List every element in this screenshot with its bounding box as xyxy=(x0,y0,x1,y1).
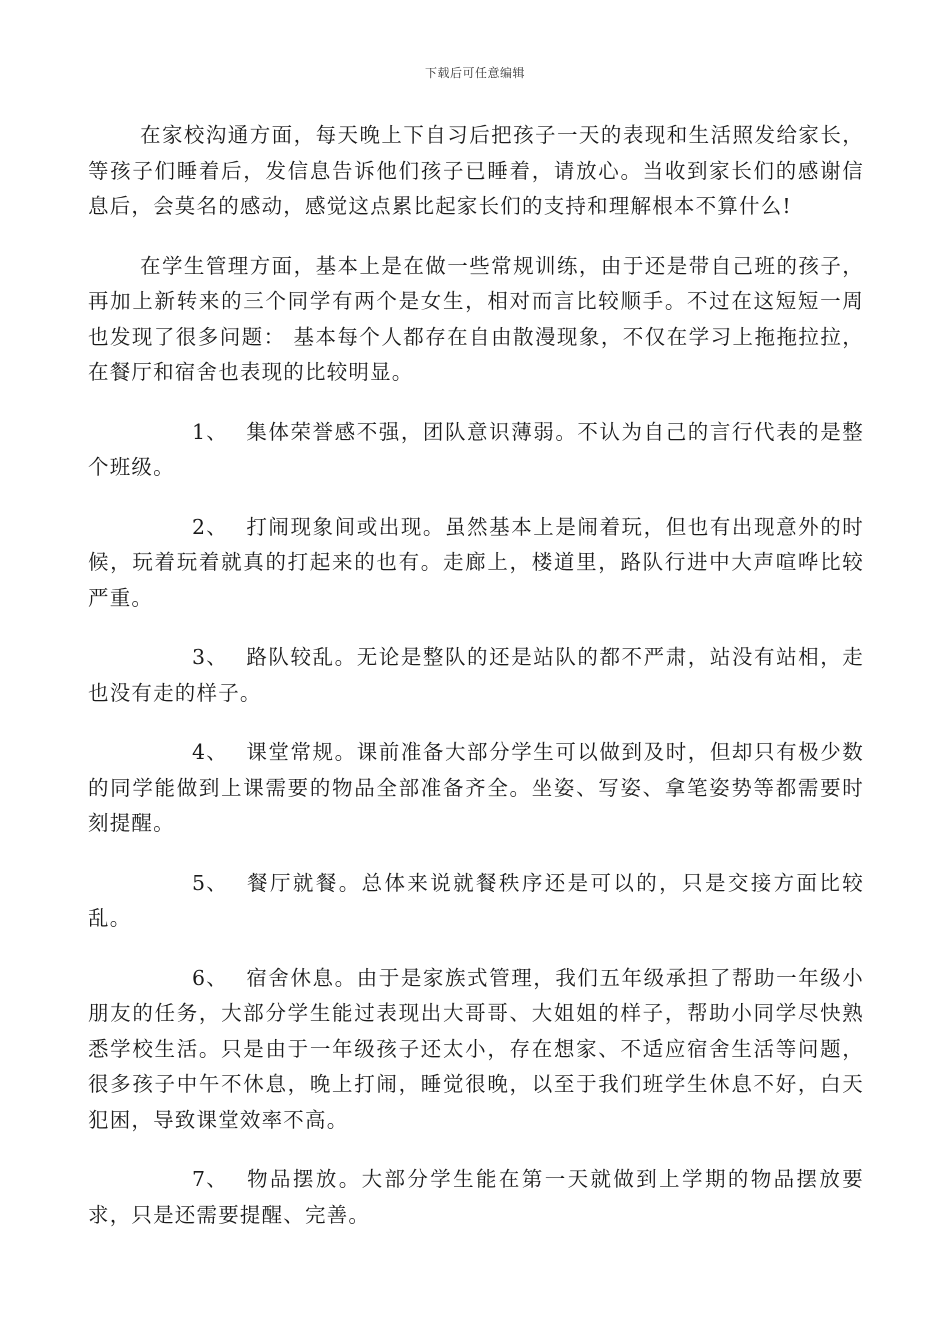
list-item-number: 1、 xyxy=(192,419,228,444)
list-item-6 xyxy=(88,961,864,1139)
list-item-1 xyxy=(88,415,864,486)
document-body xyxy=(88,118,864,1233)
list-item-text: 物品摆放。大部分学生能在第一天就做到上学期的物品摆放要求，只是还需要提醒、完善。 xyxy=(88,1167,864,1227)
paragraph-text: 在学生管理方面，基本上是在做一些常规训练，由于还是带自己班的孩子，再加上新转来的三个同学有两个是女生，相对而言比较顺手。不过在这短短一周也发现了很多问题： 基本每个人都存在自由散漫现象，不仅在学习上拖拖拉拉，在餐厅和宿舍也表现的比较明显。 xyxy=(88,253,864,384)
paragraph-home-school-communication xyxy=(88,118,864,225)
paragraph-student-management xyxy=(88,249,864,391)
list-item-text: 路队较乱。无论是整队的还是站队的都不严肃，站没有站相，走也没有走的样子。 xyxy=(88,645,864,705)
page-header-note: 下载后可任意编辑 xyxy=(424,66,525,80)
list-item-2 xyxy=(88,510,864,617)
list-item-5 xyxy=(88,866,864,937)
list-item-number: 5、 xyxy=(192,870,228,895)
list-item-text: 餐厅就餐。总体来说就餐秩序还是可以的，只是交接方面比较乱。 xyxy=(88,870,864,930)
list-item-number: 4、 xyxy=(192,740,228,764)
list-item-text: 宿舍休息。由于是家族式管理，我们五年级承担了帮助一年级小朋友的任务，大部分学生能过表现出大哥哥、大姐姐的样子，帮助小同学尽快熟悉学校生活。只是由于一年级孩子还太小，存在想家、不适应宿舍生活等问题，很多孩子中午不休息，晚上打闹，睡觉很晚，以至于我们班学生休息不好，白天犯困，导致课堂效率不高。 xyxy=(88,965,864,1132)
list-item-7 xyxy=(88,1162,864,1233)
list-item-text: 集体荣誉感不强，团队意识薄弱。不认为自己的言行代表的是整个班级。 xyxy=(88,419,864,479)
list-item-3 xyxy=(88,640,864,711)
list-item-number: 6、 xyxy=(192,965,228,990)
list-item-number: 2、 xyxy=(192,514,228,539)
paragraph-text: 在家校沟通方面，每天晚上下自习后把孩子一天的表现和生活照发给家长，等孩子们睡着后，发信息告诉他们孩子已睡着，请放心。当收到家长们的感谢信息后，会莫名的感动，感觉这点累比起家长们的支持和理解根本不算什么! xyxy=(88,123,864,218)
list-item-4 xyxy=(88,735,864,842)
list-item-text: 课堂常规。课前准备大部分学生可以做到及时，但却只有极少数的同学能做到上课需要的物品全部准备齐全。坐姿、写姿、拿笔姿势等都需要时刻提醒。 xyxy=(88,740,864,835)
list-item-text: 打闹现象间或出现。虽然基本上是闹着玩，但也有出现意外的时候，玩着玩着就真的打起来的也有。走廊上，楼道里，路队行进中大声喧哗比较严重。 xyxy=(88,514,864,610)
list-item-number: 3、 xyxy=(192,645,228,669)
list-item-number: 7、 xyxy=(192,1167,228,1191)
